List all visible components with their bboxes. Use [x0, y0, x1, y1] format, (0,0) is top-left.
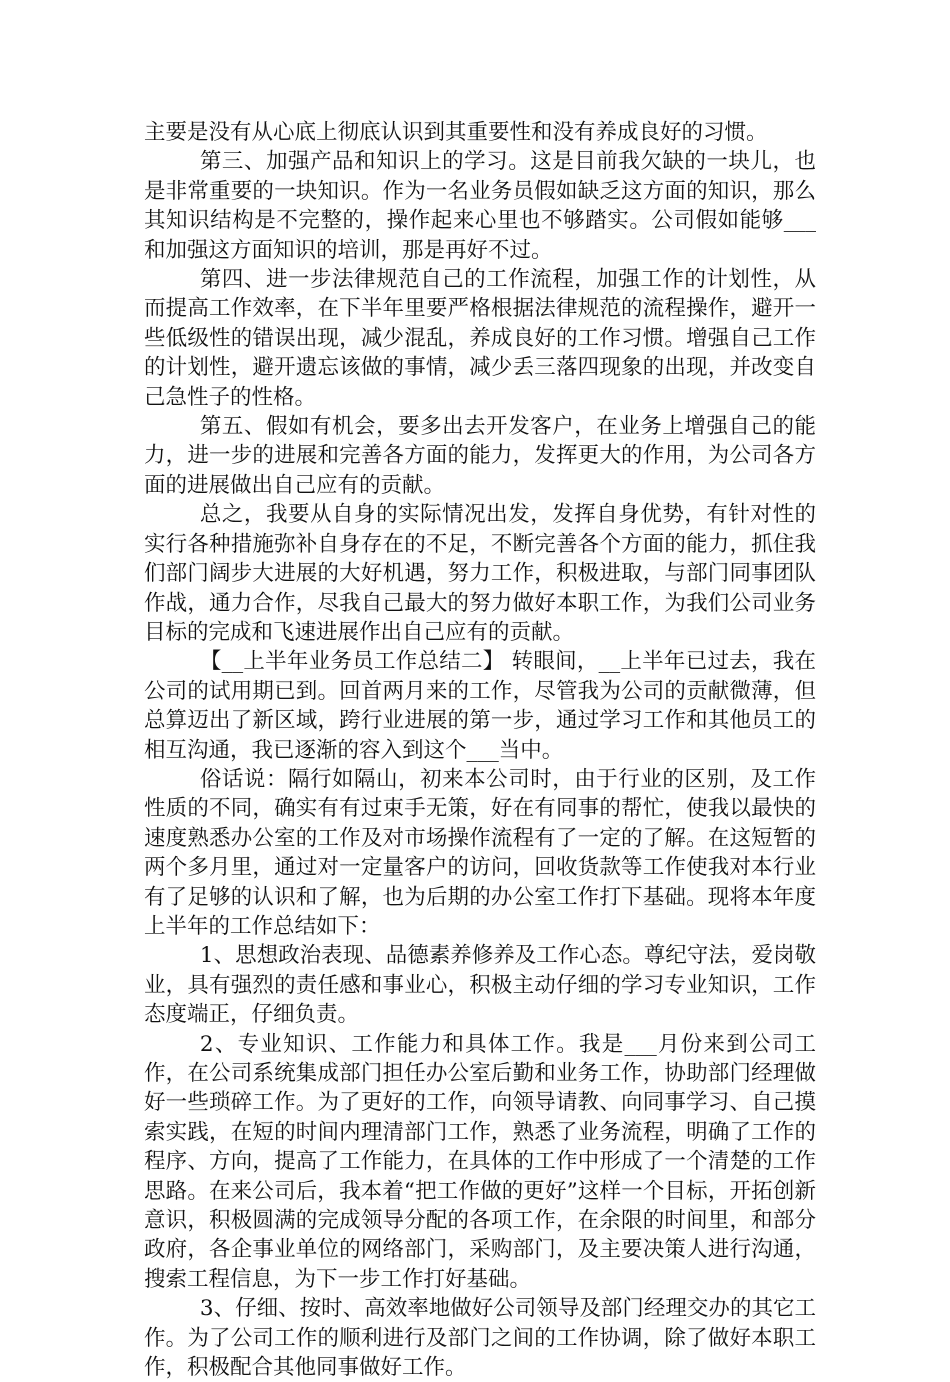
paragraph-proverb: 俗话说：隔行如隔山，初来本公司时，由于行业的区别，及工作性质的不同，确实有有过束手无策，好在有同事的帮忙，使我以最快的速度熟悉办公室的工作及对市场操作流程有了一定的了解。在这短暂的两个多月里，通过对一定量客户的访问，回收货款等工作使我对本行业有了足够的认识和了解，也为后期的办公室工作打下基础。现将本年度上半年的工作总结如下：	[144, 766, 816, 939]
paragraph-fifth-point: 第五、假如有机会，要多出去开发客户，在业务上增强自己的能力，进一步的进展和完善各方面的能力，发挥更大的作用，为公司各方面的进展做出自己应有的贡献。	[144, 414, 816, 498]
paragraph-summary: 总之，我要从自身的实际情况出发，发挥自身优势，有针对性的实行各种措施弥补自身存在的不足，不断完善各个方面的能力，抓住我们部门阔步大进展的大好机遇，努力工作，积极进取，与部门同事团队作战，通力合作，尽我自己最大的努力做好本职工作，为我们公司业务目标的完成和飞速进展作出自己应有的贡献。	[144, 502, 816, 645]
paragraph-continuation: 主要是没有从心底上彻底认识到其重要性和没有养成良好的习惯。	[144, 120, 768, 145]
paragraph-summary-two-heading: 【__上半年业务员工作总结二】 转眼间，__上半年已过去，我在公司的试用期已到。回首两月来的工作，尽管我为公司的贡献微薄，但总算迈出了新区域，跨行业进展的第一步，通过学习工作和其他员工的相互沟通，我已逐渐的容入到这个___当中。	[144, 649, 816, 763]
document-body	[144, 118, 816, 1382]
paragraph-item-3: 3、仔细、按时、高效率地做好公司领导及部门经理交办的其它工作。为了公司工作的顺利进行及部门之间的工作协调，除了做好本职工作，积极配合其他同事做好工作。	[144, 1296, 816, 1381]
paragraph-fourth-point: 第四、进一步法律规范自己的工作流程，加强工作的计划性，从而提高工作效率，在下半年里要严格根据法律规范的流程操作，避开一些低级性的错误出现，减少混乱，养成良好的工作习惯。增强自己工作的计划性，避开遗忘该做的事情，减少丢三落四现象的出现，并改变自己急性子的性格。	[144, 267, 816, 410]
paragraph-item-2: 2、专业知识、工作能力和具体工作。我是___月份来到公司工作，在公司系统集成部门担任办公室后勤和业务工作，协助部门经理做好一些琐碎工作。为了更好的工作，向领导请教、向同事学习、自己摸索实践，在短的时间内理清部门工作，熟悉了业务流程，明确了工作的程序、方向，提高了工作能力，在具体的工作中形成了一个清楚的工作思路。在来公司后，我本着“把工作做的更好”这样一个目标，开拓创新意识，积极圆满的完成领导分配的各项工作，在余限的时间里，和部分政府，各企事业单位的网络部门，采购部门，及主要决策人进行沟通，搜索工程信息，为下一步工作打好基础。	[144, 1031, 816, 1292]
paragraph-third-point: 第三、加强产品和知识上的学习。这是目前我欠缺的一块儿，也是非常重要的一块知识。作为一名业务员假如缺乏这方面的知识，那么其知识结构是不完整的，操作起来心里也不够踏实。公司假如能够___和加强这方面知识的培训，那是再好不过。	[144, 149, 816, 263]
paragraph-item-1: 1、思想政治表现、品德素养修养及工作心态。尊纪守法，爱岗敬业，具有强烈的责任感和事业心，积极主动仔细的学习专业知识，工作态度端正，仔细负责。	[144, 943, 816, 1028]
